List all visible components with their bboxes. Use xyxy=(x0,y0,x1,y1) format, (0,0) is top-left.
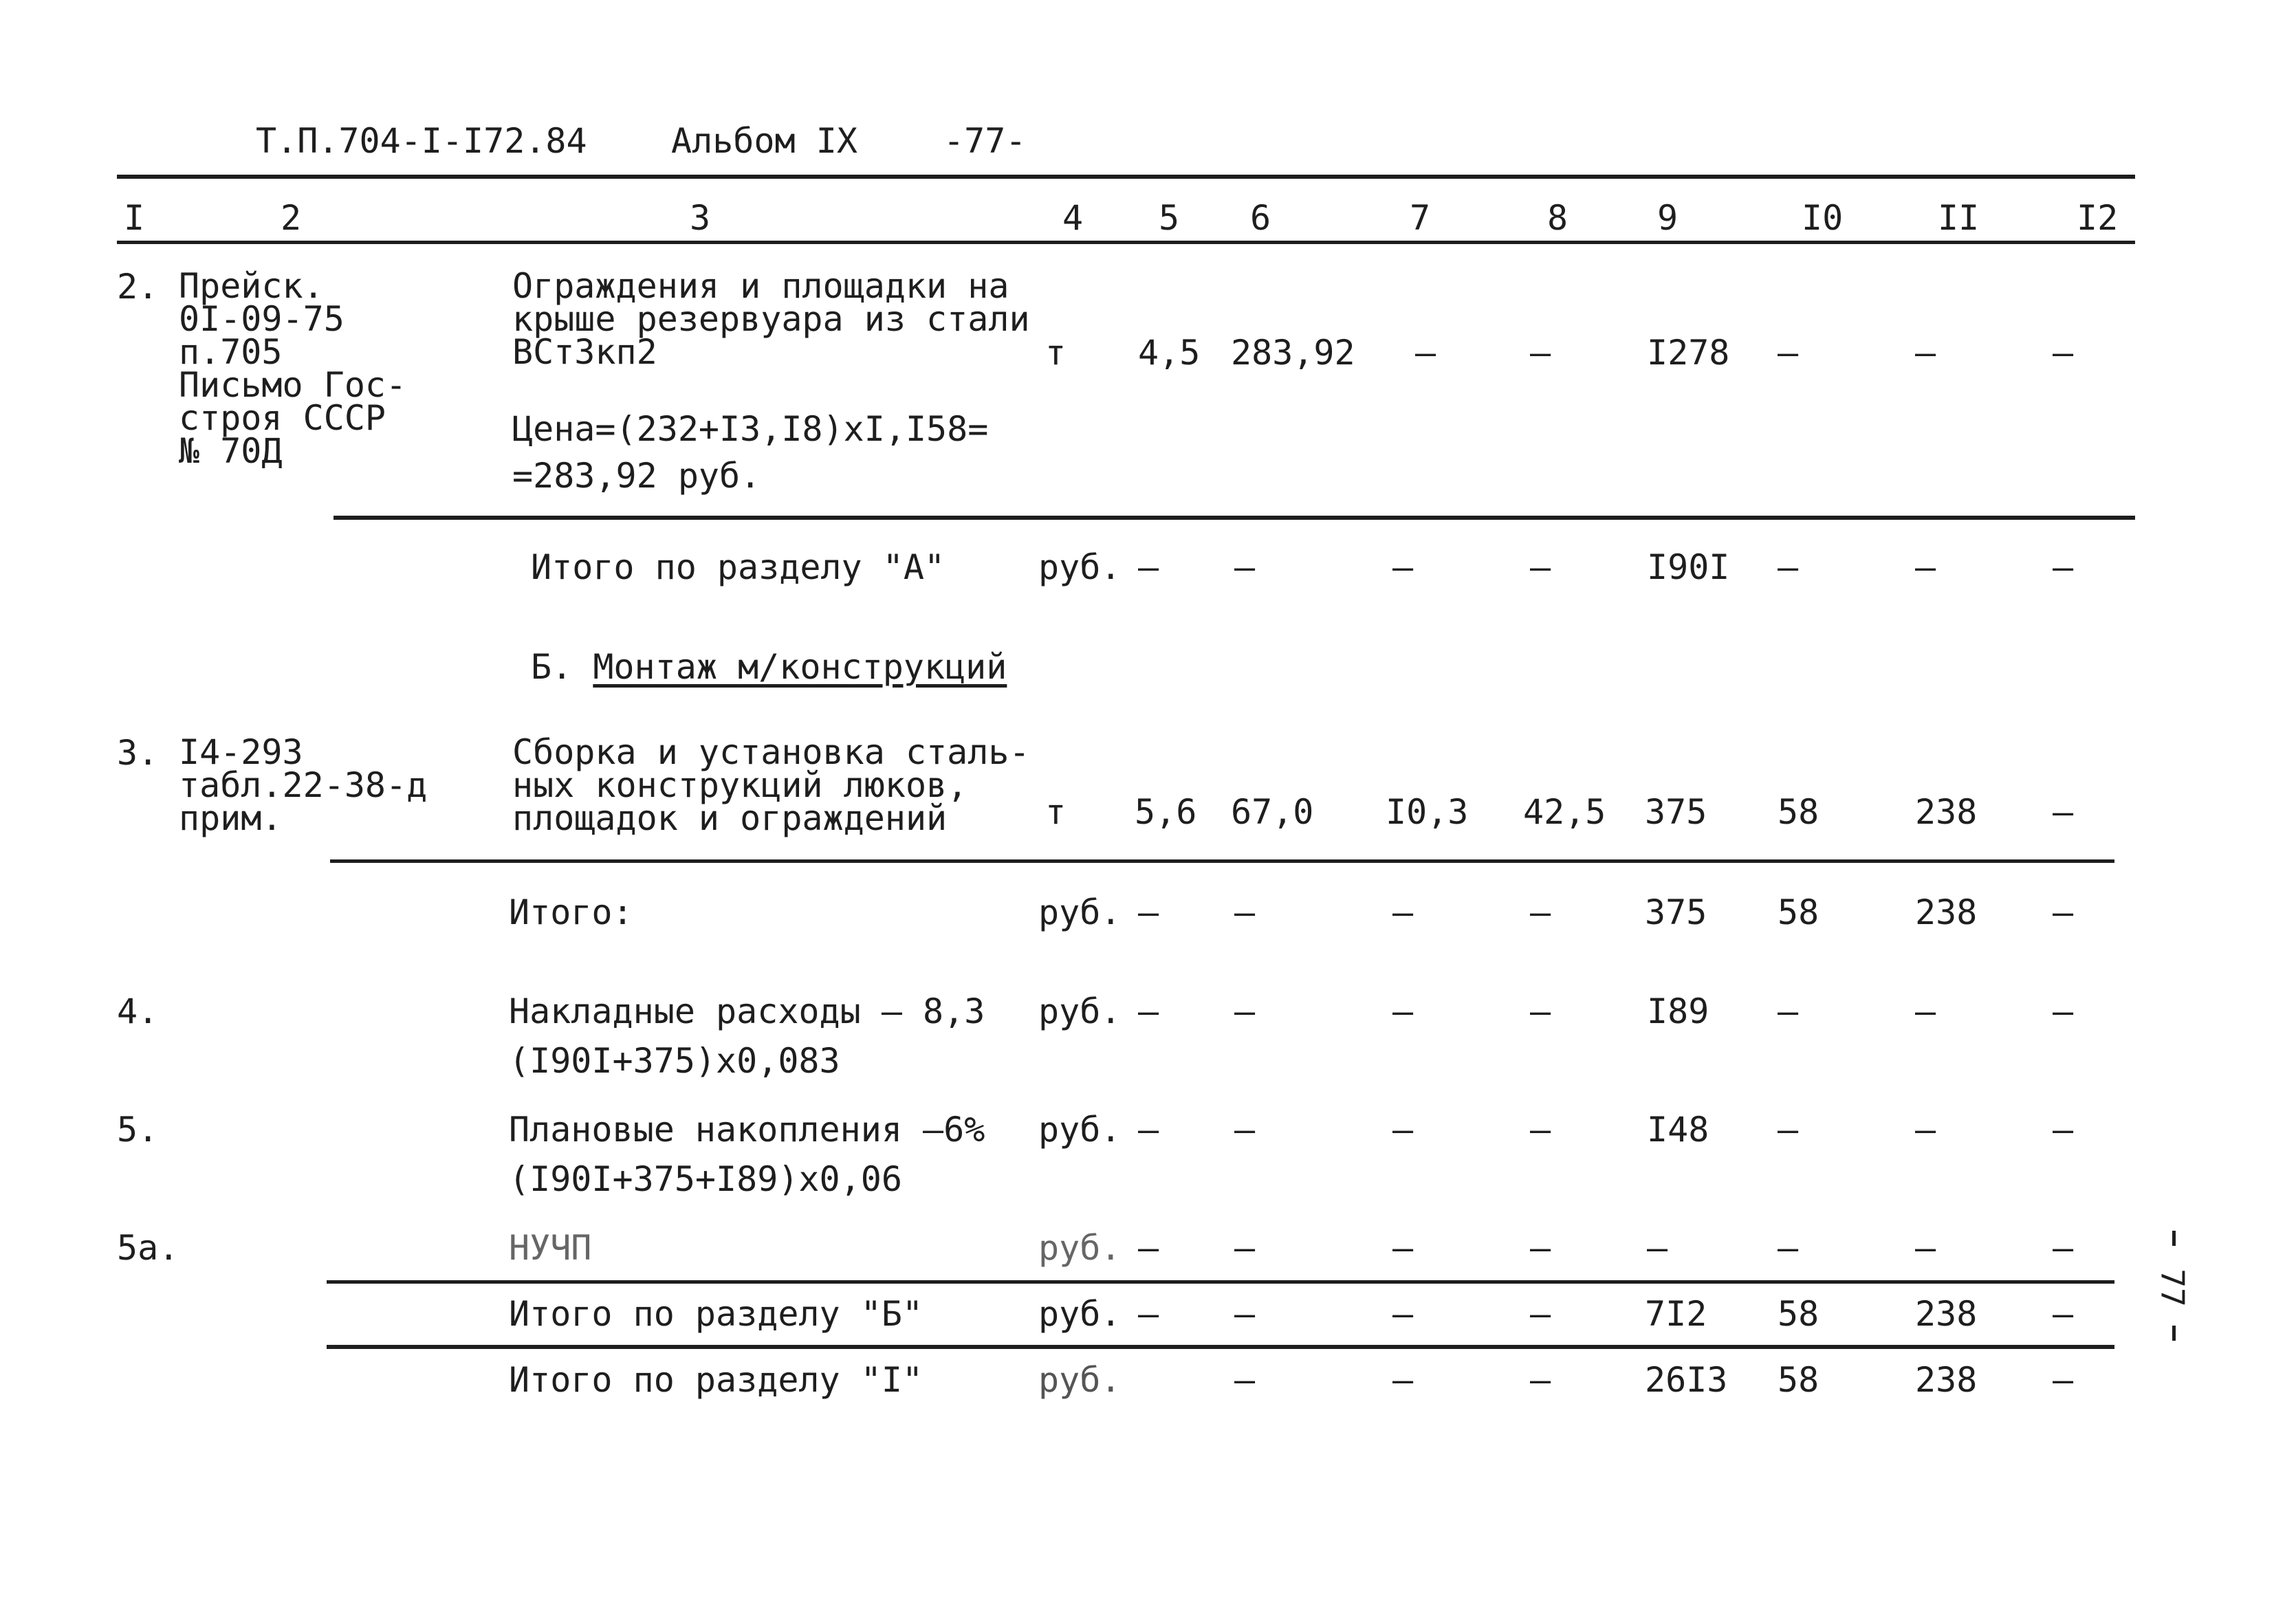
row-5-number: 5. xyxy=(117,1110,159,1150)
album-label: Альбом IX xyxy=(671,121,857,161)
row-4-col6: – xyxy=(1234,991,1256,1031)
total-i-col10: 58 xyxy=(1778,1360,1819,1400)
total-a-col7: – xyxy=(1392,547,1414,587)
rule-before-total-b xyxy=(327,1280,2114,1284)
col-header-9: 9 xyxy=(1657,198,1679,238)
col-header-4: 4 xyxy=(1062,198,1084,238)
itogo-col7: – xyxy=(1392,892,1414,932)
row-5a-col9: – xyxy=(1647,1228,1668,1268)
itogo-col11: 238 xyxy=(1915,892,1978,932)
itogo-col5: – xyxy=(1138,892,1159,932)
total-i-col7: – xyxy=(1392,1360,1414,1400)
total-a-col10: – xyxy=(1778,547,1799,587)
row-2-col5: 4,5 xyxy=(1138,333,1201,373)
row-2-col8: – xyxy=(1530,333,1551,373)
row-5-col12: – xyxy=(2053,1110,2074,1150)
total-a-col8: – xyxy=(1530,547,1551,587)
row-5a-col10: – xyxy=(1778,1228,1799,1268)
total-a-col12: – xyxy=(2053,547,2074,587)
col-header-10: I0 xyxy=(1802,198,1844,238)
col-header-5: 5 xyxy=(1159,198,1180,238)
row-5a-col6: – xyxy=(1234,1228,1256,1268)
total-b-unit: руб. xyxy=(1038,1294,1122,1334)
row-4-col12: – xyxy=(2053,991,2074,1031)
col-header-3: 3 xyxy=(690,198,711,238)
row-4-unit: руб. xyxy=(1038,991,1122,1031)
row-2-col9: I278 xyxy=(1647,333,1730,373)
col-header-1: I xyxy=(124,198,145,238)
page-number: -77- xyxy=(943,121,1027,161)
row-4-formula: (I90I+375)х0,083 xyxy=(509,1041,840,1081)
row-3-reference: I4-293 табл.22-38-д прим. xyxy=(179,732,428,838)
total-i-col8: – xyxy=(1530,1360,1551,1400)
side-page-mark xyxy=(2154,1231,2191,1341)
row-5-col7: – xyxy=(1392,1110,1414,1150)
side-mark-bar-bottom xyxy=(2172,1326,2176,1341)
row-5-col6: – xyxy=(1234,1110,1256,1150)
total-a-unit: руб. xyxy=(1038,547,1122,587)
row-5a-label: НУЧП xyxy=(509,1228,592,1268)
itogo-unit: руб. xyxy=(1038,892,1122,932)
total-i-col9: 26I3 xyxy=(1645,1360,1728,1400)
col-header-8: 8 xyxy=(1547,198,1568,238)
total-a-col9: I90I xyxy=(1647,547,1730,587)
row-5-unit: руб. xyxy=(1038,1110,1122,1150)
row-4-col7: – xyxy=(1392,991,1414,1031)
side-mark-bar-top xyxy=(2172,1231,2176,1246)
doc-code: Т.П.704-I-I72.84 xyxy=(256,121,587,161)
row-5-col11: – xyxy=(1915,1110,1936,1150)
row-4-col5: – xyxy=(1138,991,1159,1031)
row-3-col6: 67,0 xyxy=(1231,792,1314,832)
row-2-col11: – xyxy=(1915,333,1936,373)
total-a-col5: – xyxy=(1138,547,1159,587)
row-3-col5: 5,6 xyxy=(1135,792,1197,832)
rule-before-total-i xyxy=(327,1345,2114,1349)
row-5a-number: 5а. xyxy=(117,1228,179,1268)
total-b-col9: 7I2 xyxy=(1645,1294,1707,1334)
row-2-reference: Прейск. 0I-09-75 п.705 Письмо Гос- строя СССР № 70Д xyxy=(179,266,407,471)
row-3-col10: 58 xyxy=(1778,792,1819,832)
total-i-unit: руб. xyxy=(1038,1360,1122,1400)
itogo-col9: 375 xyxy=(1645,892,1707,932)
row-4-col9: I89 xyxy=(1647,991,1709,1031)
rule-before-total-a xyxy=(334,516,2135,520)
row-5-col10: – xyxy=(1778,1110,1799,1150)
side-mark-number: 77 xyxy=(2154,1269,2191,1307)
row-3-col12: – xyxy=(2053,792,2074,832)
row-3-col11: 238 xyxy=(1915,792,1978,832)
total-i-label: Итого по разделу "I" xyxy=(509,1360,923,1400)
row-2-description: Ограждения и площадки на крыше резервуара из стали ВСт3кп2 xyxy=(512,266,1030,372)
row-5a-col5: – xyxy=(1138,1228,1159,1268)
total-a-label: Итого по разделу "А" xyxy=(531,547,945,587)
row-2-col10: – xyxy=(1778,333,1799,373)
row-5-formula: (I90I+375+I89)х0,06 xyxy=(509,1159,902,1199)
section-b-heading: Б. Монтаж м/конструкций xyxy=(531,647,1007,687)
row-2-col6: 283,92 xyxy=(1231,333,1355,373)
total-b-col7: – xyxy=(1392,1294,1414,1334)
total-b-col8: – xyxy=(1530,1294,1551,1334)
row-5a-unit: руб. xyxy=(1038,1228,1122,1268)
col-header-7: 7 xyxy=(1410,198,1431,238)
itogo-col12: – xyxy=(2053,892,2074,932)
itogo-label: Итого: xyxy=(509,892,633,932)
total-i-col6: – xyxy=(1234,1360,1256,1400)
row-3-description: Сборка и установка сталь- ных конструкций люков, площадок и ограждений xyxy=(512,732,1030,838)
row-4-number: 4. xyxy=(117,991,159,1031)
row-4-label: Накладные расходы – 8,3 xyxy=(509,991,985,1031)
row-5-col9: I48 xyxy=(1647,1110,1709,1150)
itogo-col10: 58 xyxy=(1778,892,1819,932)
itogo-col8: – xyxy=(1530,892,1551,932)
row-3-number: 3. xyxy=(117,733,159,773)
row-2-price-formula: Цена=(232+I3,I8)хI,I58= =283,92 руб. xyxy=(512,409,989,496)
header-rule xyxy=(117,241,2135,244)
row-3-col7: I0,3 xyxy=(1386,792,1469,832)
row-5a-col12: – xyxy=(2053,1228,2074,1268)
itogo-col6: – xyxy=(1234,892,1256,932)
total-i-col12: – xyxy=(2053,1360,2074,1400)
section-b-title: Монтаж м/конструкций xyxy=(593,647,1007,687)
row-2-number: 2. xyxy=(117,267,159,307)
row-2-col12: – xyxy=(2053,333,2074,373)
total-b-col10: 58 xyxy=(1778,1294,1819,1334)
row-5-label: Плановые накопления –6% xyxy=(509,1110,985,1150)
row-4-col8: – xyxy=(1530,991,1551,1031)
total-b-col6: – xyxy=(1234,1294,1256,1334)
total-i-col11: 238 xyxy=(1915,1360,1978,1400)
rule-before-itogo xyxy=(330,859,2114,863)
row-2-col7: – xyxy=(1415,333,1436,373)
row-3-unit: т xyxy=(1045,792,1067,832)
total-b-label: Итого по разделу "Б" xyxy=(509,1294,923,1334)
total-b-col12: – xyxy=(2053,1294,2074,1334)
row-3-col9: 375 xyxy=(1645,792,1707,832)
row-5a-col11: – xyxy=(1915,1228,1936,1268)
top-rule xyxy=(117,175,2135,179)
row-5a-col7: – xyxy=(1392,1228,1414,1268)
col-header-2: 2 xyxy=(281,198,302,238)
total-a-col11: – xyxy=(1915,547,1936,587)
col-header-11: II xyxy=(1938,198,1980,238)
row-4-col11: – xyxy=(1915,991,1936,1031)
row-3-col8: 42,5 xyxy=(1523,792,1606,832)
col-header-6: 6 xyxy=(1250,198,1271,238)
row-5-col8: – xyxy=(1530,1110,1551,1150)
row-4-col10: – xyxy=(1778,991,1799,1031)
col-header-12: I2 xyxy=(2077,198,2119,238)
row-2-unit: т xyxy=(1045,333,1067,373)
row-5-col5: – xyxy=(1138,1110,1159,1150)
row-5a-col8: – xyxy=(1530,1228,1551,1268)
total-a-col6: – xyxy=(1234,547,1256,587)
total-b-col11: 238 xyxy=(1915,1294,1978,1334)
total-b-col5: – xyxy=(1138,1294,1159,1334)
